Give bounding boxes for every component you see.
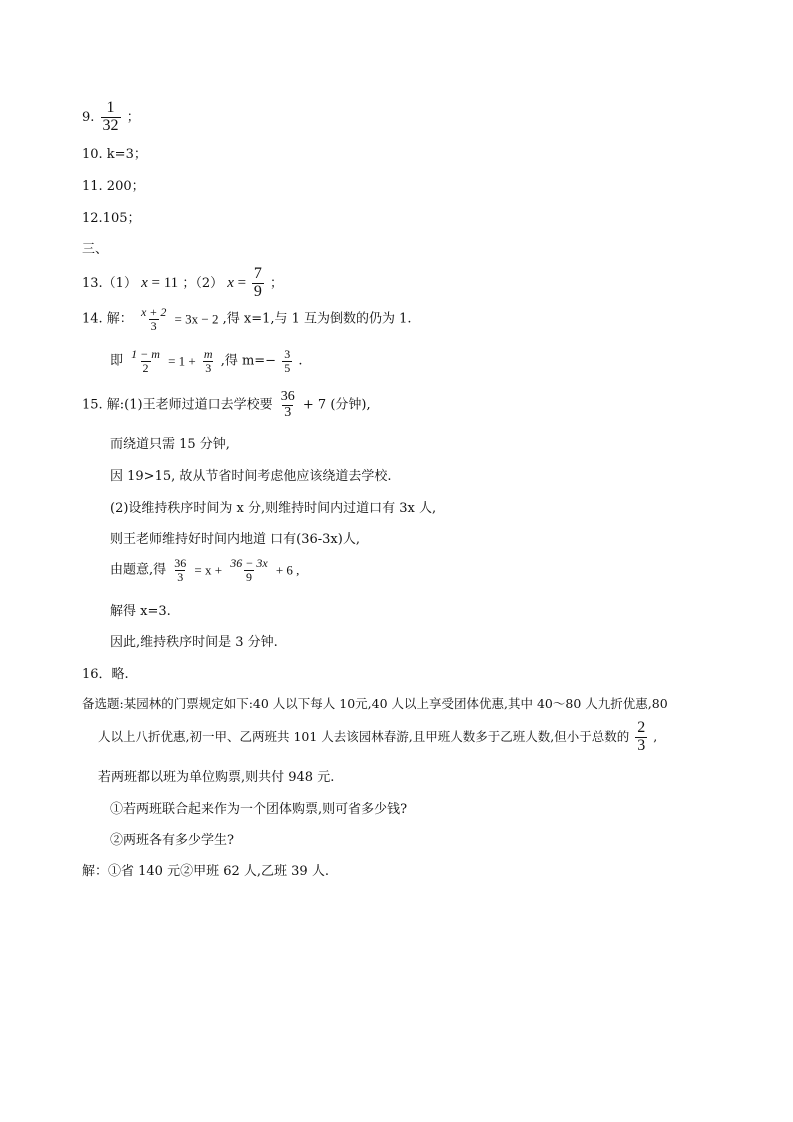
bonus-line5: ②两班各有多少学生? <box>110 833 234 848</box>
item-14: 14. 解： $\frac{x + 2}{3}$ = 3x − 2 ,得 x=1,与 1 互为倒数的仍为 1. <box>82 305 412 333</box>
item-15-line7: 解得 x=3. <box>110 604 171 619</box>
item-12: 12.105； <box>82 211 141 226</box>
item-11: 11. 200； <box>82 179 145 194</box>
bonus-line4: ①若两班联合起来作为一个团体购票,则可省多少钱? <box>110 802 408 817</box>
fraction-36-over-3-b: $\frac{36}{3}$ <box>174 556 187 584</box>
item-15-line3: 因 19>15, 故从节省时间考虑他应该绕道去学校. <box>110 469 392 484</box>
fraction-7-9: $\frac{7}{9}$ <box>253 265 262 300</box>
item-15-line8: 因此,维持秩序时间是 3 分钟. <box>110 635 278 650</box>
item-15: 15. 解:(1)王老师过道口去学校要 $\frac{36}{3}$ + 7 (分钟), <box>82 389 371 420</box>
fraction-3-over-5: $\frac{3}{5}$ <box>284 347 291 375</box>
fraction-x-plus-2-over-3: $\frac{x + 2}{3}$ <box>140 305 167 333</box>
item-15-line5: 则王老师维持好时间内地道 口有(36-3x)人, <box>110 532 360 547</box>
fraction-m-over-3: $\frac{m}{3}$ <box>203 347 213 375</box>
item-15-line6: 由题意,得 $\frac{36}{3}$ = x + $\frac{36 - 3x}{9}$ + 6 , <box>110 556 300 584</box>
item-14-line2: 即 $\frac{1 - m}{2}$ = 1 + $\frac{m}{3}$ ,得 m=− $\frac{3}{5}$ . <box>110 347 303 375</box>
item-13: 13.（1） x = 11 ；（2） x = $\frac{7}{9}$ ； <box>82 265 284 300</box>
fraction-1-minus-m-over-2: $\frac{1 - m}{2}$ <box>131 347 160 375</box>
item-15-line2: 而绕道只需 15 分钟, <box>110 437 230 452</box>
bonus-line1: 备选题:某园林的门票规定如下:40 人以下每人 10元,40 人以上享受团体优惠,其中 40～80 人九折优惠,80 <box>82 696 668 711</box>
answer: 解：①省 140 元②甲班 62 人,乙班 39 人. <box>82 864 329 879</box>
fraction-2-over-3: $\frac{2}{3}$ <box>637 719 646 754</box>
bonus-line2: 人以上八折优惠,初一甲、乙两班共 101 人去该园林春游,且甲班人数多于乙班人数,但小于总数的 $\frac{2}{3}$ , <box>98 719 658 754</box>
bonus-line3: 若两班都以班为单位购票,则共付 948 元. <box>98 770 335 785</box>
item-15-line4: (2)设维持秩序时间为 x 分,则维持时间内过道口有 3x 人, <box>110 501 437 516</box>
fraction-36-minus-3x-over-9: $\frac{36 - 3x}{9}$ <box>230 556 268 584</box>
item-9: 9. $\frac{1}{32}$ ； <box>82 99 140 134</box>
item-10: 10. k=3； <box>82 147 147 162</box>
section-three: 三、 <box>82 242 109 257</box>
fraction-36-over-3: $\frac{36}{3}$ <box>280 389 295 420</box>
fraction-1-32: $\frac{1}{32}$ <box>102 99 119 134</box>
item-16: 16．略. <box>82 667 129 682</box>
